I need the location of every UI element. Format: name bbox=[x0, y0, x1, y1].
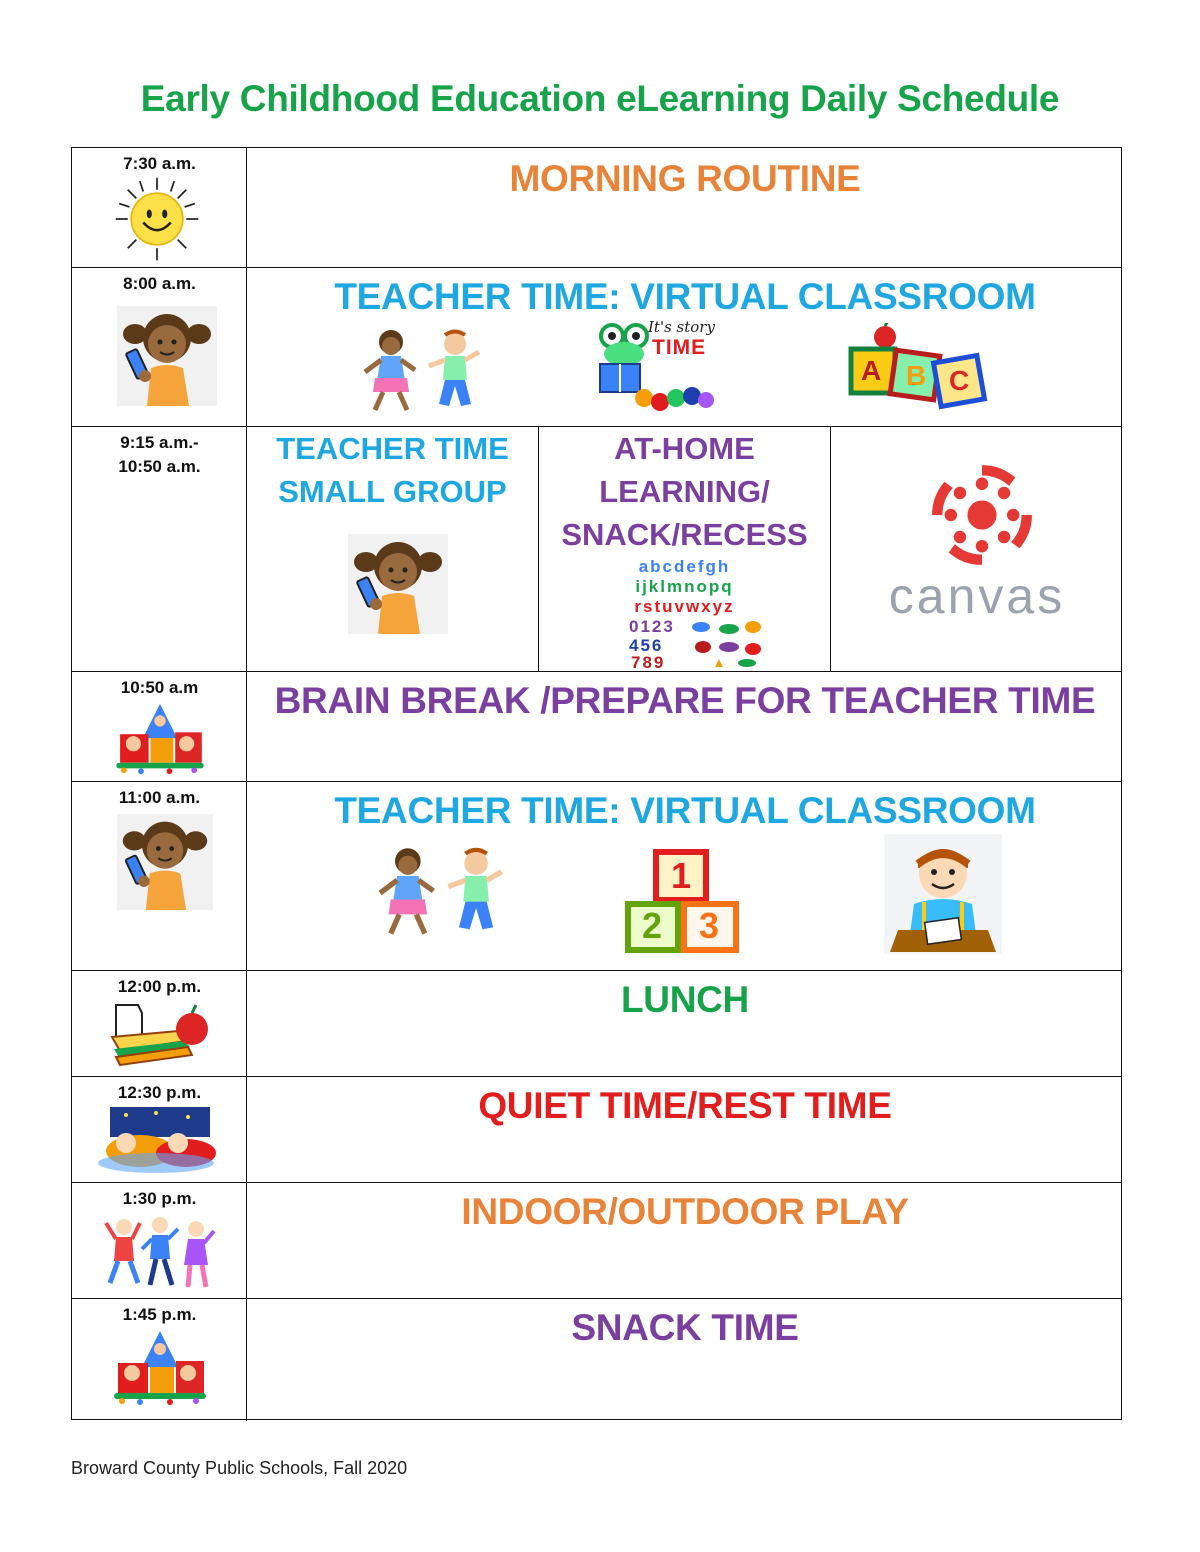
at-home-cell bbox=[539, 427, 831, 671]
alphabet-line: abcdefgh bbox=[638, 557, 731, 576]
canvas-cell bbox=[831, 427, 1123, 671]
time-cell bbox=[72, 268, 247, 426]
time-label-end: 10:50 a.m. bbox=[118, 457, 201, 476]
block-number-3: 3 bbox=[699, 905, 720, 946]
girl-tablet-icon bbox=[348, 533, 448, 635]
time-label: 8:00 a.m. bbox=[123, 274, 196, 293]
playing-kids-icon bbox=[104, 1215, 216, 1291]
boy-desk-icon bbox=[884, 834, 1002, 954]
girl-tablet-icon bbox=[117, 306, 217, 406]
activity-label: QUIET TIME/REST TIME bbox=[478, 1085, 892, 1126]
animal-magnets-icon bbox=[689, 619, 769, 669]
schedule-row-play bbox=[72, 1183, 1121, 1299]
kids-blocks-icon bbox=[110, 700, 210, 776]
alphabet-line: ijklmnopq bbox=[635, 577, 734, 596]
time-label: 1:30 p.m. bbox=[122, 1189, 197, 1208]
time-label: 12:30 p.m. bbox=[117, 1083, 202, 1102]
lunch-icon bbox=[108, 1001, 212, 1071]
abc-blocks-icon bbox=[845, 323, 995, 415]
time-cell bbox=[72, 427, 247, 671]
block-letter-a: A bbox=[861, 355, 882, 386]
time-label: 7:30 a.m. bbox=[123, 154, 196, 173]
block-letter-b: B bbox=[906, 360, 927, 391]
alphabet-line: 789 bbox=[631, 653, 666, 672]
schedule-row-lunch bbox=[72, 971, 1121, 1077]
activity-label: TEACHER TIME: VIRTUAL CLASSROOM bbox=[334, 790, 1036, 831]
activity-label: LUNCH bbox=[621, 979, 749, 1020]
at-home-line2: LEARNING/ bbox=[599, 474, 770, 509]
small-group-line2: SMALL GROUP bbox=[278, 474, 507, 509]
activity-label: BRAIN BREAK /PREPARE FOR TEACHER TIME bbox=[274, 680, 1096, 721]
time-cell bbox=[72, 1183, 247, 1298]
dancing-kids-icon bbox=[359, 326, 489, 416]
time-label: 9:15 a.m.- bbox=[120, 433, 199, 452]
block-number-2: 2 bbox=[642, 905, 663, 946]
sun-icon bbox=[114, 176, 200, 262]
activity-label: MORNING ROUTINE bbox=[509, 158, 861, 199]
block-letter-c: C bbox=[949, 365, 970, 396]
time-cell bbox=[72, 148, 247, 267]
alphabet-line: 0123 bbox=[629, 617, 675, 636]
time-label: 11:00 a.m. bbox=[118, 788, 201, 807]
schedule-row-brain-break bbox=[72, 672, 1121, 782]
time-label: 10:50 a.m bbox=[120, 678, 199, 697]
time-cell bbox=[72, 971, 247, 1076]
schedule-row-teacher-time bbox=[72, 268, 1121, 427]
schedule-row-teacher-time-2 bbox=[72, 782, 1121, 971]
story-text: It's story bbox=[648, 318, 715, 336]
alphabet-line: rstuvwxyz bbox=[634, 597, 735, 616]
small-group-line1: TEACHER TIME bbox=[276, 431, 509, 466]
at-home-line3: SNACK/RECESS bbox=[561, 517, 808, 552]
time-text: TIME bbox=[652, 336, 707, 359]
activity-label: TEACHER TIME: VIRTUAL CLASSROOM bbox=[334, 276, 1036, 317]
girl-tablet-icon bbox=[117, 814, 213, 910]
schedule-row-snack-time bbox=[72, 1299, 1121, 1421]
kids-blocks-icon bbox=[110, 1327, 210, 1407]
at-home-line1: AT-HOME bbox=[614, 431, 755, 466]
number-blocks-icon bbox=[624, 848, 740, 954]
dancing-kids-icon bbox=[368, 844, 518, 940]
activity-label: SNACK TIME bbox=[571, 1307, 799, 1348]
time-cell bbox=[72, 1077, 247, 1182]
alphabet-line: 456 bbox=[629, 636, 664, 655]
footer-credit: Broward County Public Schools, Fall 2020 bbox=[71, 1458, 408, 1478]
canvas-logo-text: canvas bbox=[888, 568, 1066, 624]
time-label: 12:00 p.m. bbox=[117, 977, 202, 996]
page-title: Early Childhood Education eLearning Daily Schedule bbox=[140, 78, 1060, 119]
block-number-1: 1 bbox=[671, 855, 692, 896]
activity-label: INDOOR/OUTDOOR PLAY bbox=[461, 1191, 909, 1232]
time-cell bbox=[72, 672, 247, 781]
schedule-row-quiet-time bbox=[72, 1077, 1121, 1183]
time-cell bbox=[72, 1299, 247, 1421]
small-group-cell bbox=[247, 427, 539, 671]
canvas-logo-icon bbox=[930, 463, 1034, 567]
time-cell bbox=[72, 782, 247, 970]
story-time-bookworm-icon bbox=[596, 318, 716, 416]
schedule-row-small-group bbox=[72, 427, 1121, 672]
schedule-row-morning-routine bbox=[72, 148, 1121, 268]
schedule-table bbox=[71, 147, 1122, 1420]
resting-kids-icon bbox=[96, 1105, 224, 1175]
time-label: 1:45 p.m. bbox=[122, 1305, 197, 1324]
